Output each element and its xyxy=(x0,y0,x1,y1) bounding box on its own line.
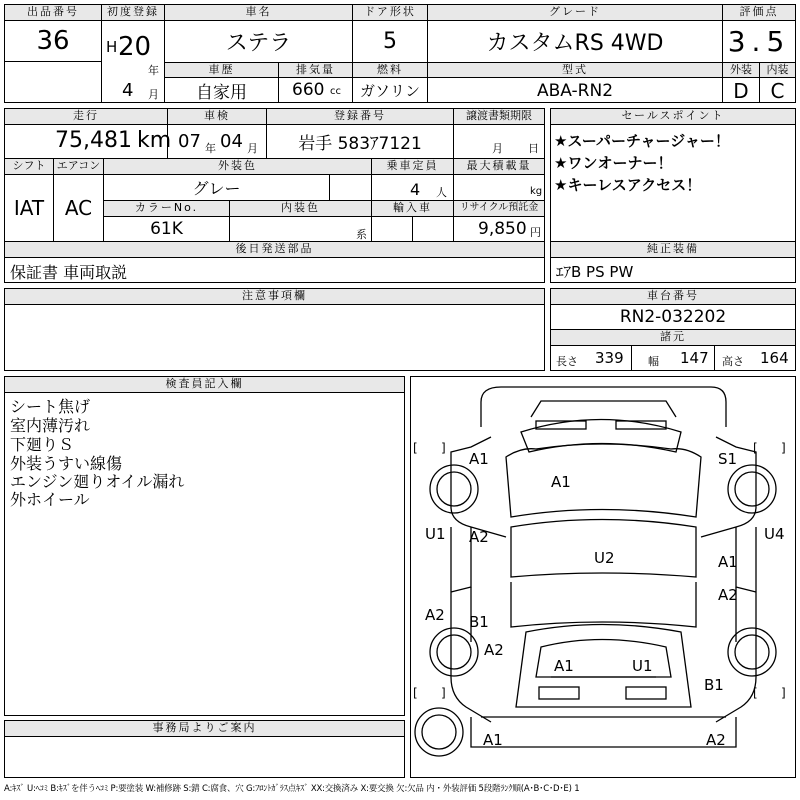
lot-number: 36 xyxy=(36,26,70,56)
inspection-month: 04 xyxy=(220,131,243,152)
year-unit: 年 xyxy=(148,64,159,77)
lot-number-label: 出品番号 xyxy=(5,5,101,20)
era-value: H xyxy=(106,38,118,56)
damage-mark: A1 xyxy=(554,657,574,675)
svg-text:[: [ xyxy=(413,686,418,700)
grade: カスタムRS 4WD xyxy=(486,31,664,56)
damage-mark: A2 xyxy=(706,731,726,749)
capacity-value: 4 xyxy=(410,180,421,199)
inspection-month-unit: 月 xyxy=(247,142,258,155)
damage-mark: B1 xyxy=(469,613,489,631)
legend-text: A:ｷｽﾞ U:ﾍｺﾐ B:ｷｽﾞを伴うﾍｺﾐ P:要塗装 W:補修跡 S:錆 C:腐食、穴 G:ﾌﾛﾝﾄｶﾞﾗｽ点ｷｽﾞ XX:交換済み X:要交換 欠:欠品 内・外装評価 5段階ﾗﾝｸ順(A･B･C･D･E) 1 xyxy=(4,784,580,794)
grade-label: グレード xyxy=(428,5,722,20)
exterior-label: 外装 xyxy=(723,63,759,77)
svg-text:]: ] xyxy=(441,686,446,700)
history-value: 自家用 xyxy=(196,83,247,103)
color-label: 外装色 xyxy=(104,159,371,174)
load-unit: kg xyxy=(530,186,543,197)
interior-label: 内装 xyxy=(760,63,795,77)
inspector-note-6: 外ホイール xyxy=(10,490,90,509)
max-load-label: 最大積載量 xyxy=(454,159,544,174)
spec-label: 諸元 xyxy=(551,330,795,345)
first-reg-month: 4 xyxy=(122,80,134,101)
damage-diagram xyxy=(410,376,796,778)
color-value: グレー xyxy=(192,179,241,198)
capacity-unit: 人 xyxy=(436,186,447,199)
inspector-note-2: 室内薄汚れ xyxy=(10,416,91,435)
damage-mark: U1 xyxy=(425,525,446,543)
interior-color-unit: 系 xyxy=(356,228,367,241)
later-parts-label: 後日発送部品 xyxy=(5,242,544,257)
score-label: 評価点 xyxy=(723,5,795,20)
color-no-label: カラーNo. xyxy=(104,201,229,216)
sales-point-3: ★キーレスアクセス！ xyxy=(554,176,702,194)
interior-color-label: 内装色 xyxy=(230,201,371,216)
inspection-year-unit: 年 xyxy=(205,142,216,155)
mileage-unit: km xyxy=(137,128,172,153)
sales-point-2: ★ワンオーナー！ xyxy=(554,154,673,172)
transfer-day-unit: 日 xyxy=(528,142,539,155)
svg-text:]: ] xyxy=(441,441,446,455)
interior-score: C xyxy=(770,78,785,103)
displacement-unit: cc xyxy=(330,86,341,97)
length-label: 長さ xyxy=(556,355,578,368)
first-reg-year: 20 xyxy=(118,32,152,62)
ac-label: エアコン xyxy=(54,159,103,174)
car-name-label: 車名 xyxy=(165,5,352,20)
car-name: ステラ xyxy=(225,31,292,56)
inspection-label: 車検 xyxy=(168,109,266,124)
door-type: 5 xyxy=(383,29,397,54)
height-value: 164 xyxy=(760,349,789,367)
svg-text:]: ] xyxy=(781,441,786,455)
fuel-value: ガソリン xyxy=(359,82,420,100)
month-unit: 月 xyxy=(148,88,159,101)
damage-mark: A2 xyxy=(469,528,489,546)
damage-mark: U4 xyxy=(764,525,785,543)
damage-mark: A1 xyxy=(551,473,571,491)
width-label: 幅 xyxy=(648,355,659,368)
chassis-label: 車台番号 xyxy=(551,289,795,304)
transfer-month-unit: 月 xyxy=(492,142,503,155)
inspector-notes-label: 検査員記入欄 xyxy=(5,377,404,392)
model-value: ABA-RN2 xyxy=(536,80,614,101)
svg-text:[: [ xyxy=(413,441,418,455)
svg-text:]: ] xyxy=(781,686,786,700)
inspector-note-4: 外装うすい線傷 xyxy=(10,454,123,473)
damage-mark: A2 xyxy=(484,641,504,659)
chassis-number: RN2-032202 xyxy=(619,307,727,327)
door-type-label: ドア形状 xyxy=(353,5,427,20)
model-label: 型式 xyxy=(428,63,722,77)
mileage-value: 75,481 xyxy=(55,128,132,153)
sales-point-1: ★スーパーチャージャー！ xyxy=(554,132,730,150)
history-label: 車歴 xyxy=(165,63,278,77)
inspector-note-3: 下廻りＳ xyxy=(10,435,75,454)
color-number: 61K xyxy=(150,219,183,239)
sales-points-label: セールスポイント xyxy=(551,109,795,124)
caution-notes-label: 注意事項欄 xyxy=(5,289,544,304)
damage-mark: U2 xyxy=(594,549,615,567)
import-label: 輸入車 xyxy=(372,201,453,216)
mileage-label: 走行 xyxy=(5,109,167,124)
damage-mark: U1 xyxy=(632,657,653,675)
damage-mark: A1 xyxy=(469,450,489,468)
score: 3.5 xyxy=(727,25,791,58)
damage-mark: S1 xyxy=(718,450,738,468)
first-registration-label: 初度登録 xyxy=(102,5,164,20)
damage-mark: A1 xyxy=(483,731,503,749)
fuel-label: 燃料 xyxy=(353,63,427,77)
damage-mark: B1 xyxy=(704,676,724,694)
equipment-value: ｴｱB PS PW xyxy=(556,263,634,281)
damage-mark: A2 xyxy=(718,586,738,604)
later-parts-value: 保証書 車両取説 xyxy=(10,263,128,282)
damage-mark: A1 xyxy=(718,553,738,571)
capacity-label: 乗車定員 xyxy=(372,159,453,174)
plate-label: 登録番号 xyxy=(267,109,453,124)
length-value: 339 xyxy=(595,349,624,367)
height-label: 高さ xyxy=(722,355,744,368)
inspection-year: 07 xyxy=(178,131,201,152)
inspector-note-5: エンジン廻りオイル漏れ xyxy=(10,472,185,491)
recycle-fee: 9,850 xyxy=(478,219,527,239)
damage-mark: A2 xyxy=(425,606,445,624)
office-notes-label: 事務局よりご案内 xyxy=(5,721,404,736)
inspector-note-1: シート焦げ xyxy=(10,397,91,416)
shift-value: IAT xyxy=(13,196,45,220)
displacement-value: 660 xyxy=(292,80,325,100)
svg-text:[: [ xyxy=(753,441,758,455)
ac-value: AC xyxy=(64,196,93,220)
shift-label: シフト xyxy=(5,159,53,174)
transfer-docs-label: 譲渡書類期限 xyxy=(454,109,544,124)
equipment-label: 純正装備 xyxy=(551,242,795,257)
recycle-unit: 円 xyxy=(530,226,541,239)
svg-text:[: [ xyxy=(753,686,758,700)
car-outline-diagram xyxy=(411,377,795,777)
recycle-label: リサイクル預託金 xyxy=(454,201,544,216)
width-value: 147 xyxy=(680,349,709,367)
plate-number: 岩手 583ｱ7121 xyxy=(298,134,422,154)
exterior-score: D xyxy=(733,78,749,103)
displacement-label: 排気量 xyxy=(279,63,352,77)
